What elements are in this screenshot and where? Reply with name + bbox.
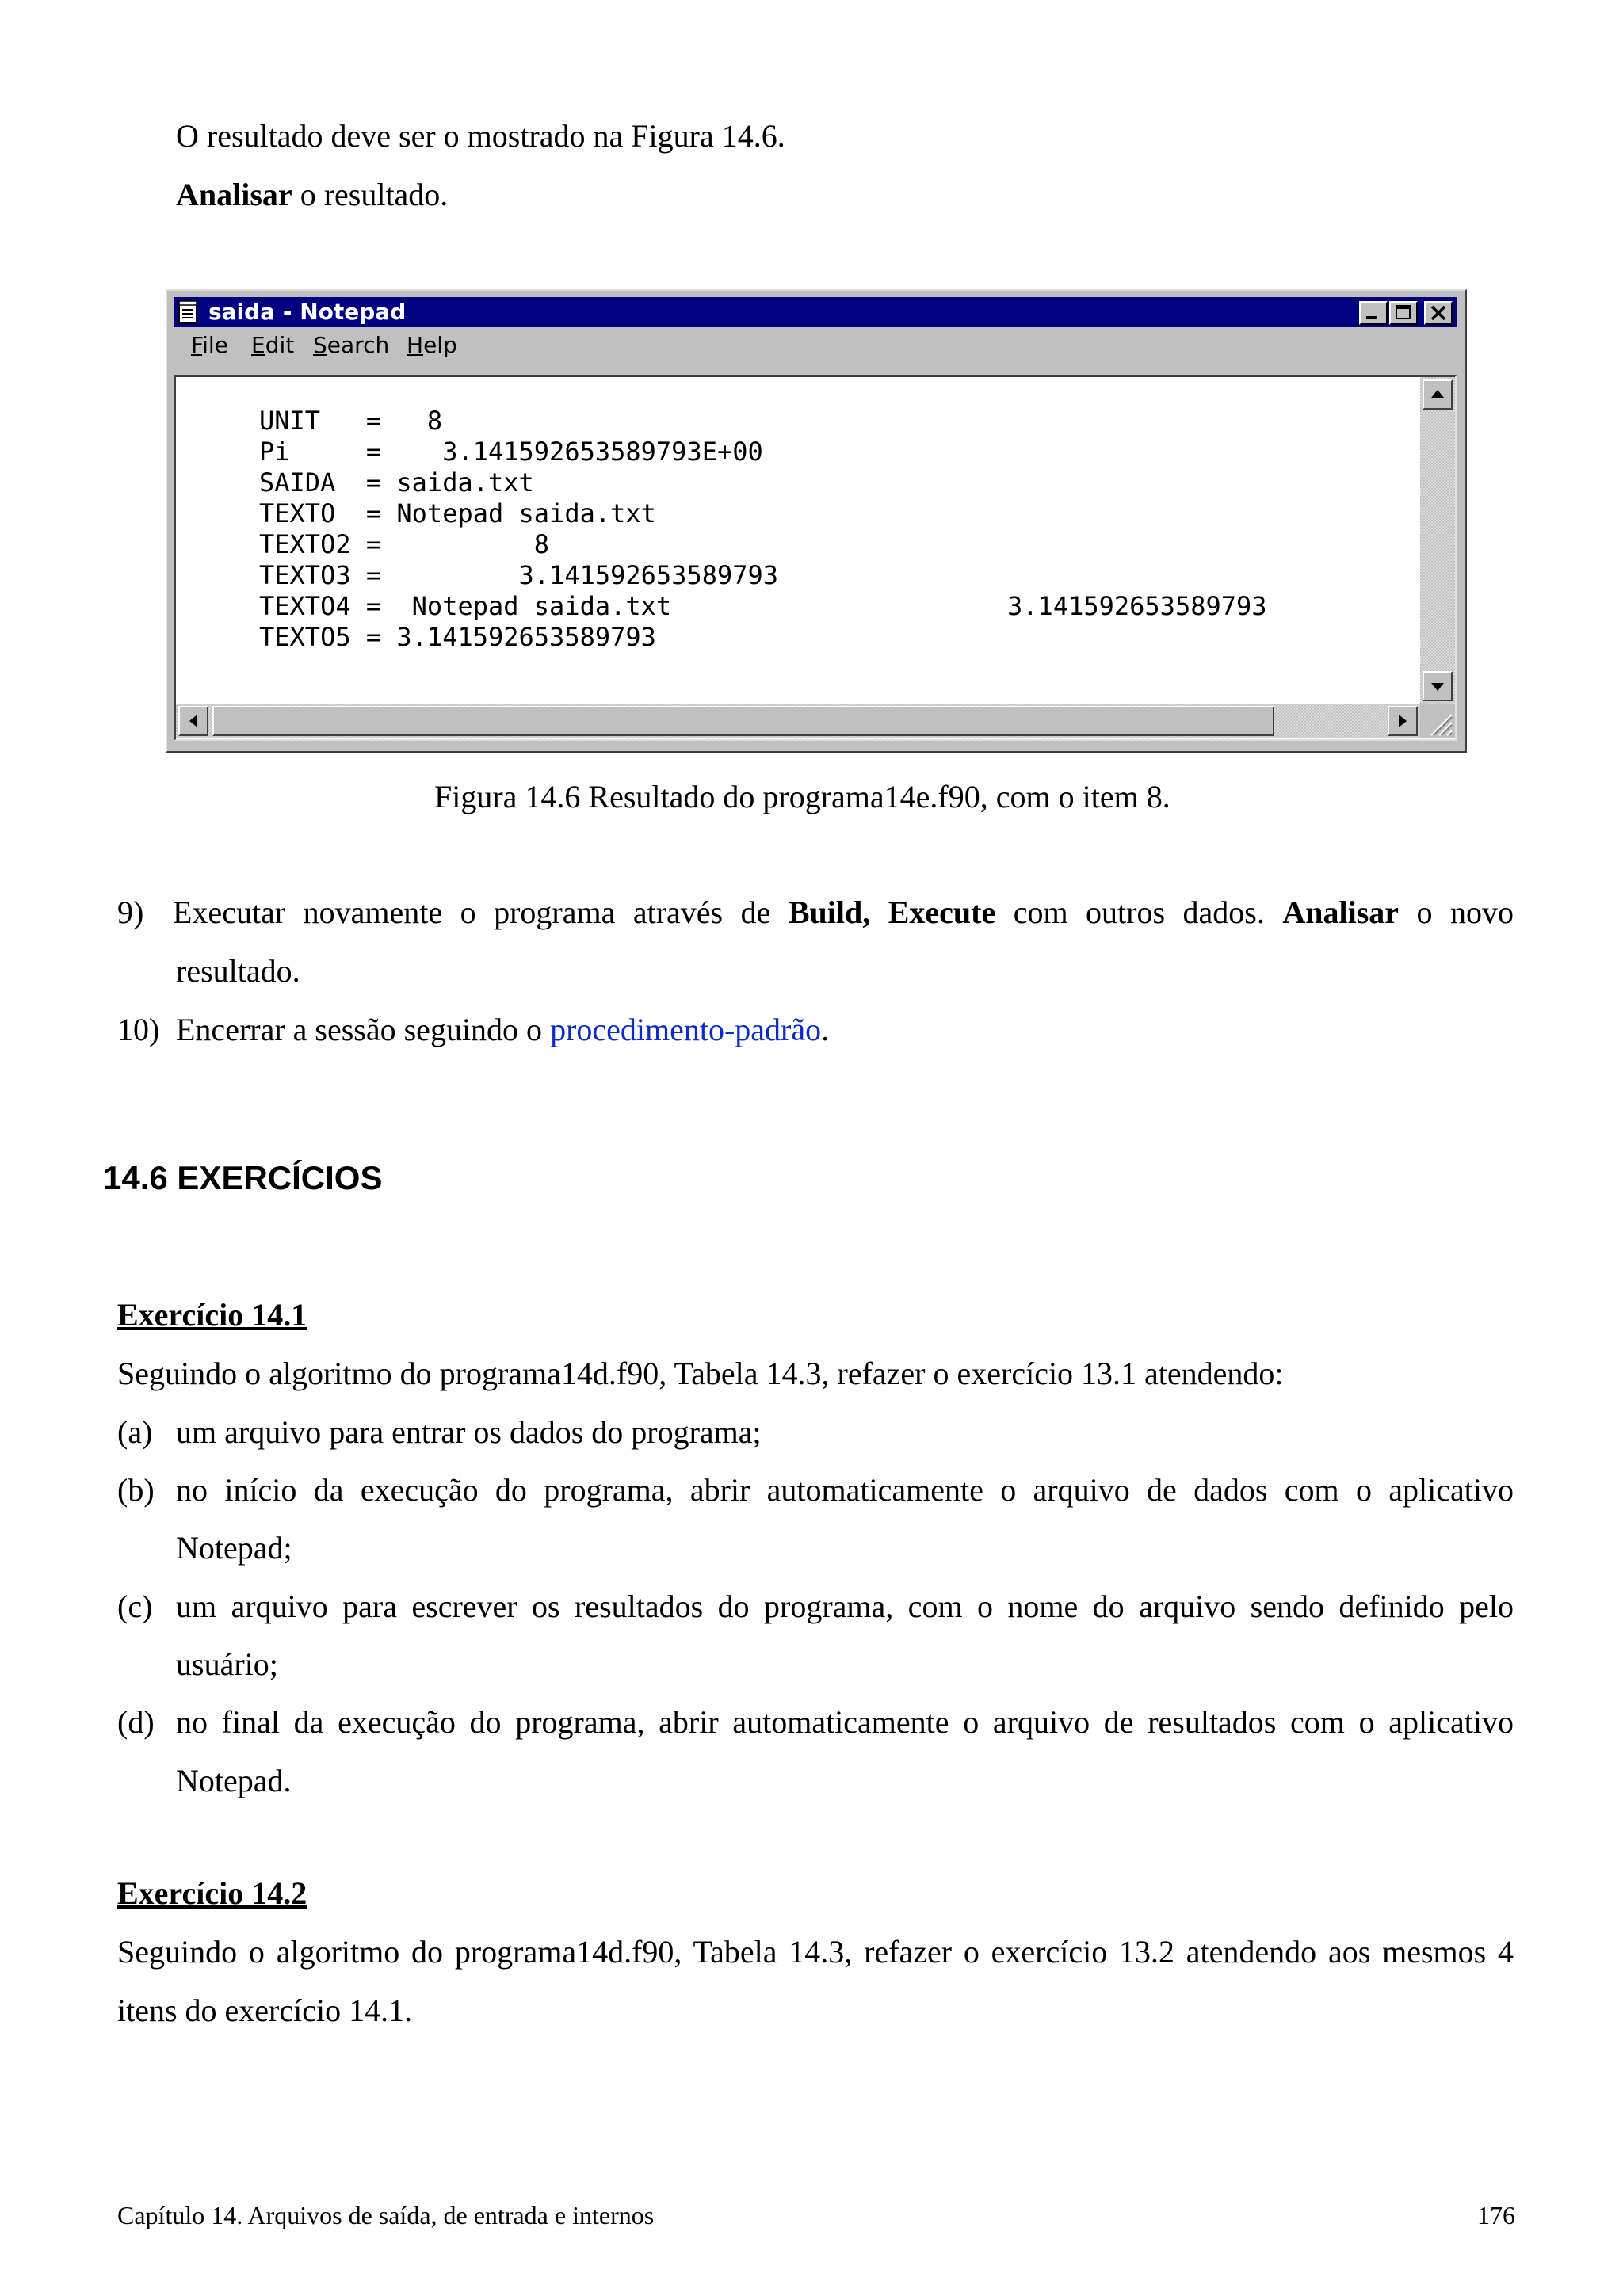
analisar-rest: o resultado. bbox=[292, 177, 449, 212]
section-title: 14.6 EXERCÍCIOS bbox=[103, 1159, 383, 1196]
text-line: TEXTO5 = 3.141592653589793 bbox=[259, 622, 656, 652]
exercise-14-2-title: Exercício 14.2 bbox=[117, 1875, 307, 1911]
footer-chapter: Capítulo 14. Arquivos de saída, de entrada e internos bbox=[117, 2201, 655, 2229]
notepad-document-icon bbox=[178, 300, 197, 324]
footer-page-number: 176 bbox=[1477, 2201, 1515, 2229]
arrow-up-icon bbox=[1424, 381, 1451, 408]
step-9-continuation: resultado. bbox=[176, 953, 300, 989]
item-c-label: (c) bbox=[117, 1589, 153, 1624]
resize-grip-icon bbox=[1420, 704, 1455, 738]
notepad-text-area[interactable] bbox=[174, 375, 1457, 741]
text-line: Pi = 3.141592653589793E+00 bbox=[259, 437, 763, 467]
menu-search[interactable] bbox=[313, 332, 389, 359]
maximize-icon bbox=[1391, 303, 1416, 323]
notepad-menubar bbox=[174, 330, 1457, 362]
vertical-scrollbar[interactable] bbox=[1420, 377, 1455, 704]
item-a-text: um arquivo para entrar os dados do programa; bbox=[176, 1414, 762, 1450]
step-10-text bbox=[176, 1011, 829, 1049]
step-9-text bbox=[173, 894, 1514, 932]
notepad-title: saida - Notepad bbox=[208, 299, 407, 325]
scroll-up-button[interactable] bbox=[1423, 379, 1453, 410]
item-b-continuation: Notepad; bbox=[176, 1530, 292, 1566]
item-d-continuation: Notepad. bbox=[176, 1763, 292, 1798]
text-line: TEXTO4 = Notepad saida.txt 3.141592653589793 bbox=[259, 591, 1267, 621]
horizontal-scrollbar[interactable] bbox=[176, 704, 1420, 738]
arrow-down-icon bbox=[1424, 673, 1451, 700]
menu-help[interactable] bbox=[407, 332, 457, 359]
step-10-a: Encerrar a sessão seguindo o bbox=[176, 1012, 551, 1047]
item-d-text: no final da execução do programa, abrir automaticamente o arquivo de resultados com o aplicativo bbox=[176, 1704, 1514, 1740]
item-c-continuation: usuário; bbox=[176, 1646, 278, 1682]
intro-analisar bbox=[176, 176, 448, 214]
text-line: UNIT = 8 bbox=[259, 406, 443, 436]
item-b-text: no início da execução do programa, abrir automaticamente o arquivo de dados com o aplicativo bbox=[176, 1472, 1514, 1508]
maximize-button[interactable] bbox=[1389, 301, 1418, 325]
menu-file-accel: F bbox=[191, 332, 203, 358]
menu-search-accel: S bbox=[313, 332, 327, 358]
exercise-14-1-intro: Seguindo o algoritmo do programa14d.f90, Tabela 14.3, refazer o exercício 13.1 atendendo: bbox=[117, 1356, 1284, 1391]
step-9-number: 9) bbox=[117, 894, 144, 930]
text-line: SAIDA = saida.txt bbox=[259, 467, 534, 498]
step-9-e: o novo bbox=[1399, 894, 1514, 930]
exercise-14-2-line2: itens do exercício 14.1. bbox=[117, 1993, 413, 2028]
horizontal-scroll-thumb[interactable] bbox=[212, 706, 1274, 736]
scroll-down-button[interactable] bbox=[1423, 671, 1453, 701]
text-line: TEXTO = Notepad saida.txt bbox=[259, 498, 656, 528]
arrow-right-icon bbox=[1389, 707, 1416, 734]
menu-help-accel: H bbox=[407, 332, 424, 358]
notepad-window bbox=[166, 289, 1467, 753]
analisar-bold-2: Analisar bbox=[1282, 894, 1400, 930]
minimize-button[interactable] bbox=[1359, 301, 1388, 325]
menu-edit[interactable] bbox=[251, 332, 294, 359]
arrow-left-icon bbox=[180, 707, 207, 734]
text-line: TEXTO3 = 3.141592653589793 bbox=[259, 560, 779, 590]
menu-file-rest: ile bbox=[202, 332, 228, 358]
build-execute-bold: Build, Execute bbox=[788, 894, 996, 930]
menu-search-rest: earch bbox=[327, 332, 390, 358]
step-10-number: 10) bbox=[117, 1012, 160, 1047]
menu-file[interactable] bbox=[191, 332, 228, 359]
minimize-icon bbox=[1361, 303, 1386, 323]
step-10-b: . bbox=[821, 1012, 830, 1047]
exercise-14-2-line1: Seguindo o algoritmo do programa14d.f90, Tabela 14.3, refazer o exercício 13.2 atendendo aos mesmos 4 bbox=[117, 1934, 1514, 1970]
item-b-label: (b) bbox=[117, 1472, 155, 1508]
procedimento-padrao-link[interactable]: procedimento-padrão bbox=[550, 1012, 822, 1047]
intro-line: O resultado deve ser o mostrado na Figura 14.6. bbox=[176, 118, 785, 154]
analisar-bold: Analisar bbox=[176, 177, 292, 212]
text-line: TEXTO2 = 8 bbox=[259, 529, 550, 559]
menu-edit-rest: dit bbox=[265, 332, 295, 358]
item-d-label: (d) bbox=[117, 1704, 155, 1740]
notepad-titlebar[interactable] bbox=[174, 297, 1457, 327]
menu-help-rest: elp bbox=[423, 332, 457, 358]
scroll-right-button[interactable] bbox=[1388, 706, 1418, 736]
step-9-c: com outros dados. bbox=[995, 894, 1283, 930]
figure-caption: Figura 14.6 Resultado do programa14e.f90, com o item 8. bbox=[434, 779, 1170, 814]
close-button[interactable] bbox=[1424, 301, 1453, 325]
item-a-label: (a) bbox=[117, 1414, 153, 1450]
notepad-content bbox=[259, 406, 1267, 653]
menu-edit-accel: E bbox=[251, 332, 265, 358]
step-9-a: Executar novamente o programa através de bbox=[173, 894, 789, 930]
exercise-14-1-title: Exercício 14.1 bbox=[117, 1297, 307, 1333]
resize-grip[interactable] bbox=[1420, 704, 1455, 738]
scroll-left-button[interactable] bbox=[178, 706, 208, 736]
close-icon bbox=[1426, 303, 1451, 323]
item-c-text: um arquivo para escrever os resultados do programa, com o nome do arquivo sendo definido pelo bbox=[176, 1589, 1514, 1624]
